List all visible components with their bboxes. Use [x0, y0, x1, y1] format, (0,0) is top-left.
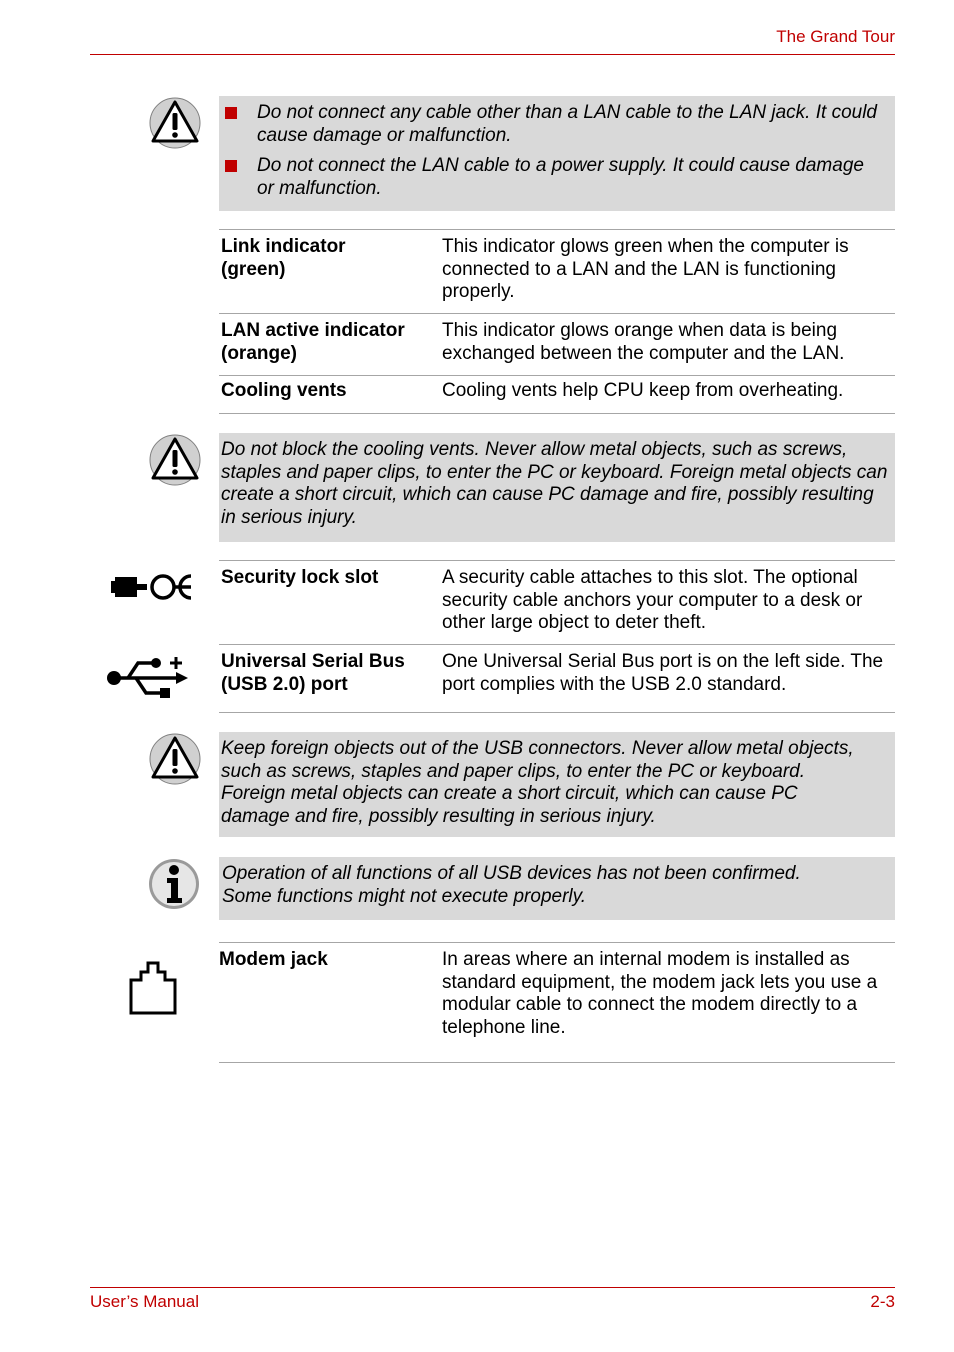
spec-term: Cooling vents: [221, 380, 347, 401]
table-row: [219, 943, 895, 1063]
page-header-title: The Grand Tour: [776, 27, 895, 46]
spec-description: This indicator glows green when the computer is connected to a LAN and the LAN is functioning properly.: [442, 236, 849, 302]
info-box-usb: [219, 857, 895, 920]
caution-box-cooling-vents: [219, 433, 895, 542]
caution-triangle-icon: [149, 97, 201, 154]
header-rule: [90, 54, 895, 55]
caution-triangle-icon: [149, 434, 201, 491]
table-row: [219, 376, 895, 414]
spec-description: One Universal Serial Bus port is on the left side. The port complies with the USB 2.0 standard.: [442, 651, 884, 695]
spec-term: Modem jack: [219, 949, 328, 970]
caution-box-lan: [219, 96, 895, 211]
footer-page-number: 2-3: [870, 1292, 895, 1311]
footer-rule: [90, 1287, 895, 1288]
spec-term: Link indicator (green): [221, 236, 346, 280]
caution-triangle-icon: [149, 733, 201, 790]
caution-bullet: [221, 102, 885, 147]
security-lock-icon: [111, 571, 195, 608]
spec-table-lan: [219, 229, 895, 414]
caution-bullet: [221, 155, 885, 200]
caution-bullet-text: Do not connect any cable other than a LAN cable to the LAN jack. It could cause damage or malfunction.: [257, 102, 877, 146]
spec-description: This indicator glows orange when data is being exchanged between the computer and the LAN.: [442, 320, 845, 364]
table-row: [219, 645, 895, 713]
caution-text: Keep foreign objects out of the USB connectors. Never allow metal objects, such as screws, staples and paper clips, to enter the PC or keyboard. Foreign metal objects can create a short circuit, which can cause PC damage and fire, possibly resulting in serious injury.: [221, 738, 854, 827]
spec-description: In areas where an internal modem is installed as standard equipment, the modem jack lets you use a modular cable to connect the modem directly to a telephone line.: [442, 949, 878, 1038]
modem-jack-icon: [128, 960, 178, 1021]
bullet-square-icon: [225, 107, 237, 119]
table-row: [219, 561, 895, 645]
spec-term: Security lock slot: [221, 567, 379, 588]
caution-bullet-text: Do not connect the LAN cable to a power supply. It could cause damage or malfunction.: [257, 155, 864, 199]
spec-table-modem: [219, 942, 895, 1063]
table-row: [219, 314, 895, 376]
caution-box-usb: [219, 732, 895, 837]
spec-description: A security cable attaches to this slot. The optional security cable anchors your computer to a desk or other large object to deter theft.: [442, 567, 863, 633]
spec-term: Universal Serial Bus (USB 2.0) port: [221, 651, 405, 695]
info-text: Operation of all functions of all USB devices has not been confirmed. Some functions might not execute properly.: [222, 863, 801, 907]
caution-text: Do not block the cooling vents. Never allow metal objects, such as screws, staples and paper clips, to enter the PC or keyboard. Foreign metal objects can create a short circuit, which can cause PC damage and fire, possibly resulting in serious injury.: [221, 439, 888, 528]
spec-term: LAN active indicator (orange): [221, 320, 405, 364]
spec-description: Cooling vents help CPU keep from overheating.: [442, 380, 844, 401]
spec-table-ports: [219, 560, 895, 713]
usb-icon: [106, 655, 190, 706]
footer-manual-title: User’s Manual: [90, 1292, 199, 1311]
bullet-square-icon: [225, 160, 237, 172]
info-icon: [148, 858, 200, 915]
table-row: [219, 230, 895, 314]
